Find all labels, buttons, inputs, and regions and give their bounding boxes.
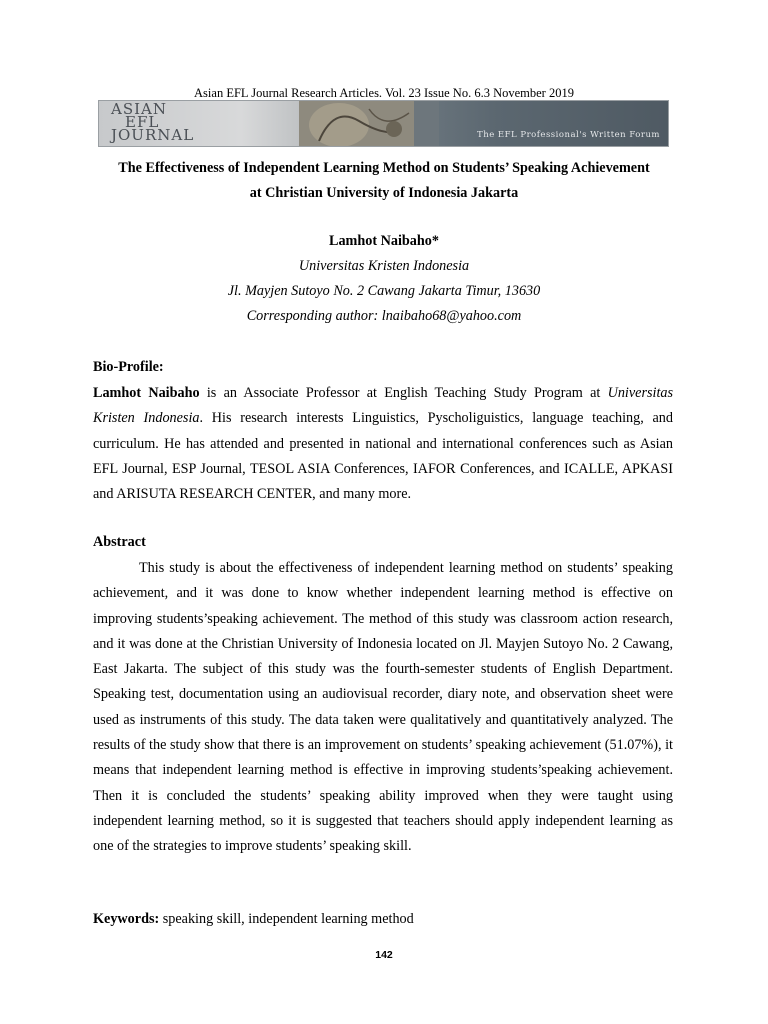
title-line-1: The Effectiveness of Independent Learning Method on Students’ Speaking Achievement <box>118 160 650 176</box>
banner-artwork-icon <box>299 101 439 147</box>
abstract-paragraph: This study is about the effectiveness of independent learning method on students’ speaking achievement, and it was done to know whether independent learning method is effective on improving students’speaking achievement. The method of this study was classroom action research, and it was done at the Christian University of Indonesia located on Jl. Mayjen Sutoyo No. 2 Cawang, East Jakarta. The subject of this study was the fourth-semester students of English Department. Speaking test, documentation using an audiovisual recorder, diary note, and observation sheet were used as instruments of this study. The data taken were qualitatively and quantitatively analyzed. The results of the study show that there is an improvement on students’ speaking achievement (51.07%), it means that independent learning method is effective in improving students’speaking achievement. Then it is concluded the students’ speaking ability improved when they were taught using independent learning method, so it is suggested that teachers should apply independent learning as one of the strategies to improve students’ speaking skill. <box>93 560 673 855</box>
bio-institution: Universitas Kristen Indonesia <box>93 385 673 427</box>
keywords-text: speaking skill, independent learning method <box>159 911 414 927</box>
bio-text-a: is an Associate Professor at English Teaching Study Program at <box>199 385 608 401</box>
abstract-section <box>93 556 673 860</box>
author-address: Jl. Mayjen Sutoyo No. 2 Cawang Jakarta Timur, 13630 <box>227 283 541 299</box>
title-line-2: at Christian University of Indonesia Jakarta <box>249 185 519 201</box>
logo-line-2: EFL <box>125 113 160 131</box>
bio-name: Lamhot Naibaho <box>93 385 200 401</box>
author-name: Lamhot Naibaho* <box>329 233 439 249</box>
bio-paragraph <box>93 381 673 507</box>
journal-logo <box>111 100 195 144</box>
author-affiliation: Universitas Kristen Indonesia <box>298 258 470 274</box>
keywords-label: Keywords: <box>93 911 160 927</box>
running-head: Asian EFL Journal Research Articles. Vol. 23 Issue No. 6.3 November 2019 <box>194 86 574 100</box>
logo-line-3: JOURNAL <box>111 126 195 144</box>
abstract-heading: Abstract <box>93 534 146 550</box>
page-number: 142 <box>375 949 393 961</box>
journal-banner <box>98 100 669 147</box>
corresponding-author: Corresponding author: lnaibaho68@yahoo.com <box>246 308 522 324</box>
paper-title <box>60 156 708 206</box>
author-block <box>0 229 768 329</box>
bio-heading: Bio-Profile: <box>93 359 164 375</box>
logo-line-1: ASIAN <box>111 100 167 118</box>
bio-text-b: . His research interests Linguistics, Pyscholiguistics, language teaching, and curriculum. He has attended and presented in national and international conferences such as Asian EFL Journal, ESP Journal, TESOL ASIA Conferences, IAFOR Conferences, and ICALLE, APKASI and ARISUTA RESEARCH CENTER, and many more. <box>93 410 673 503</box>
banner-tagline: The EFL Professional's Written Forum <box>477 130 660 140</box>
keywords-line <box>93 907 673 932</box>
